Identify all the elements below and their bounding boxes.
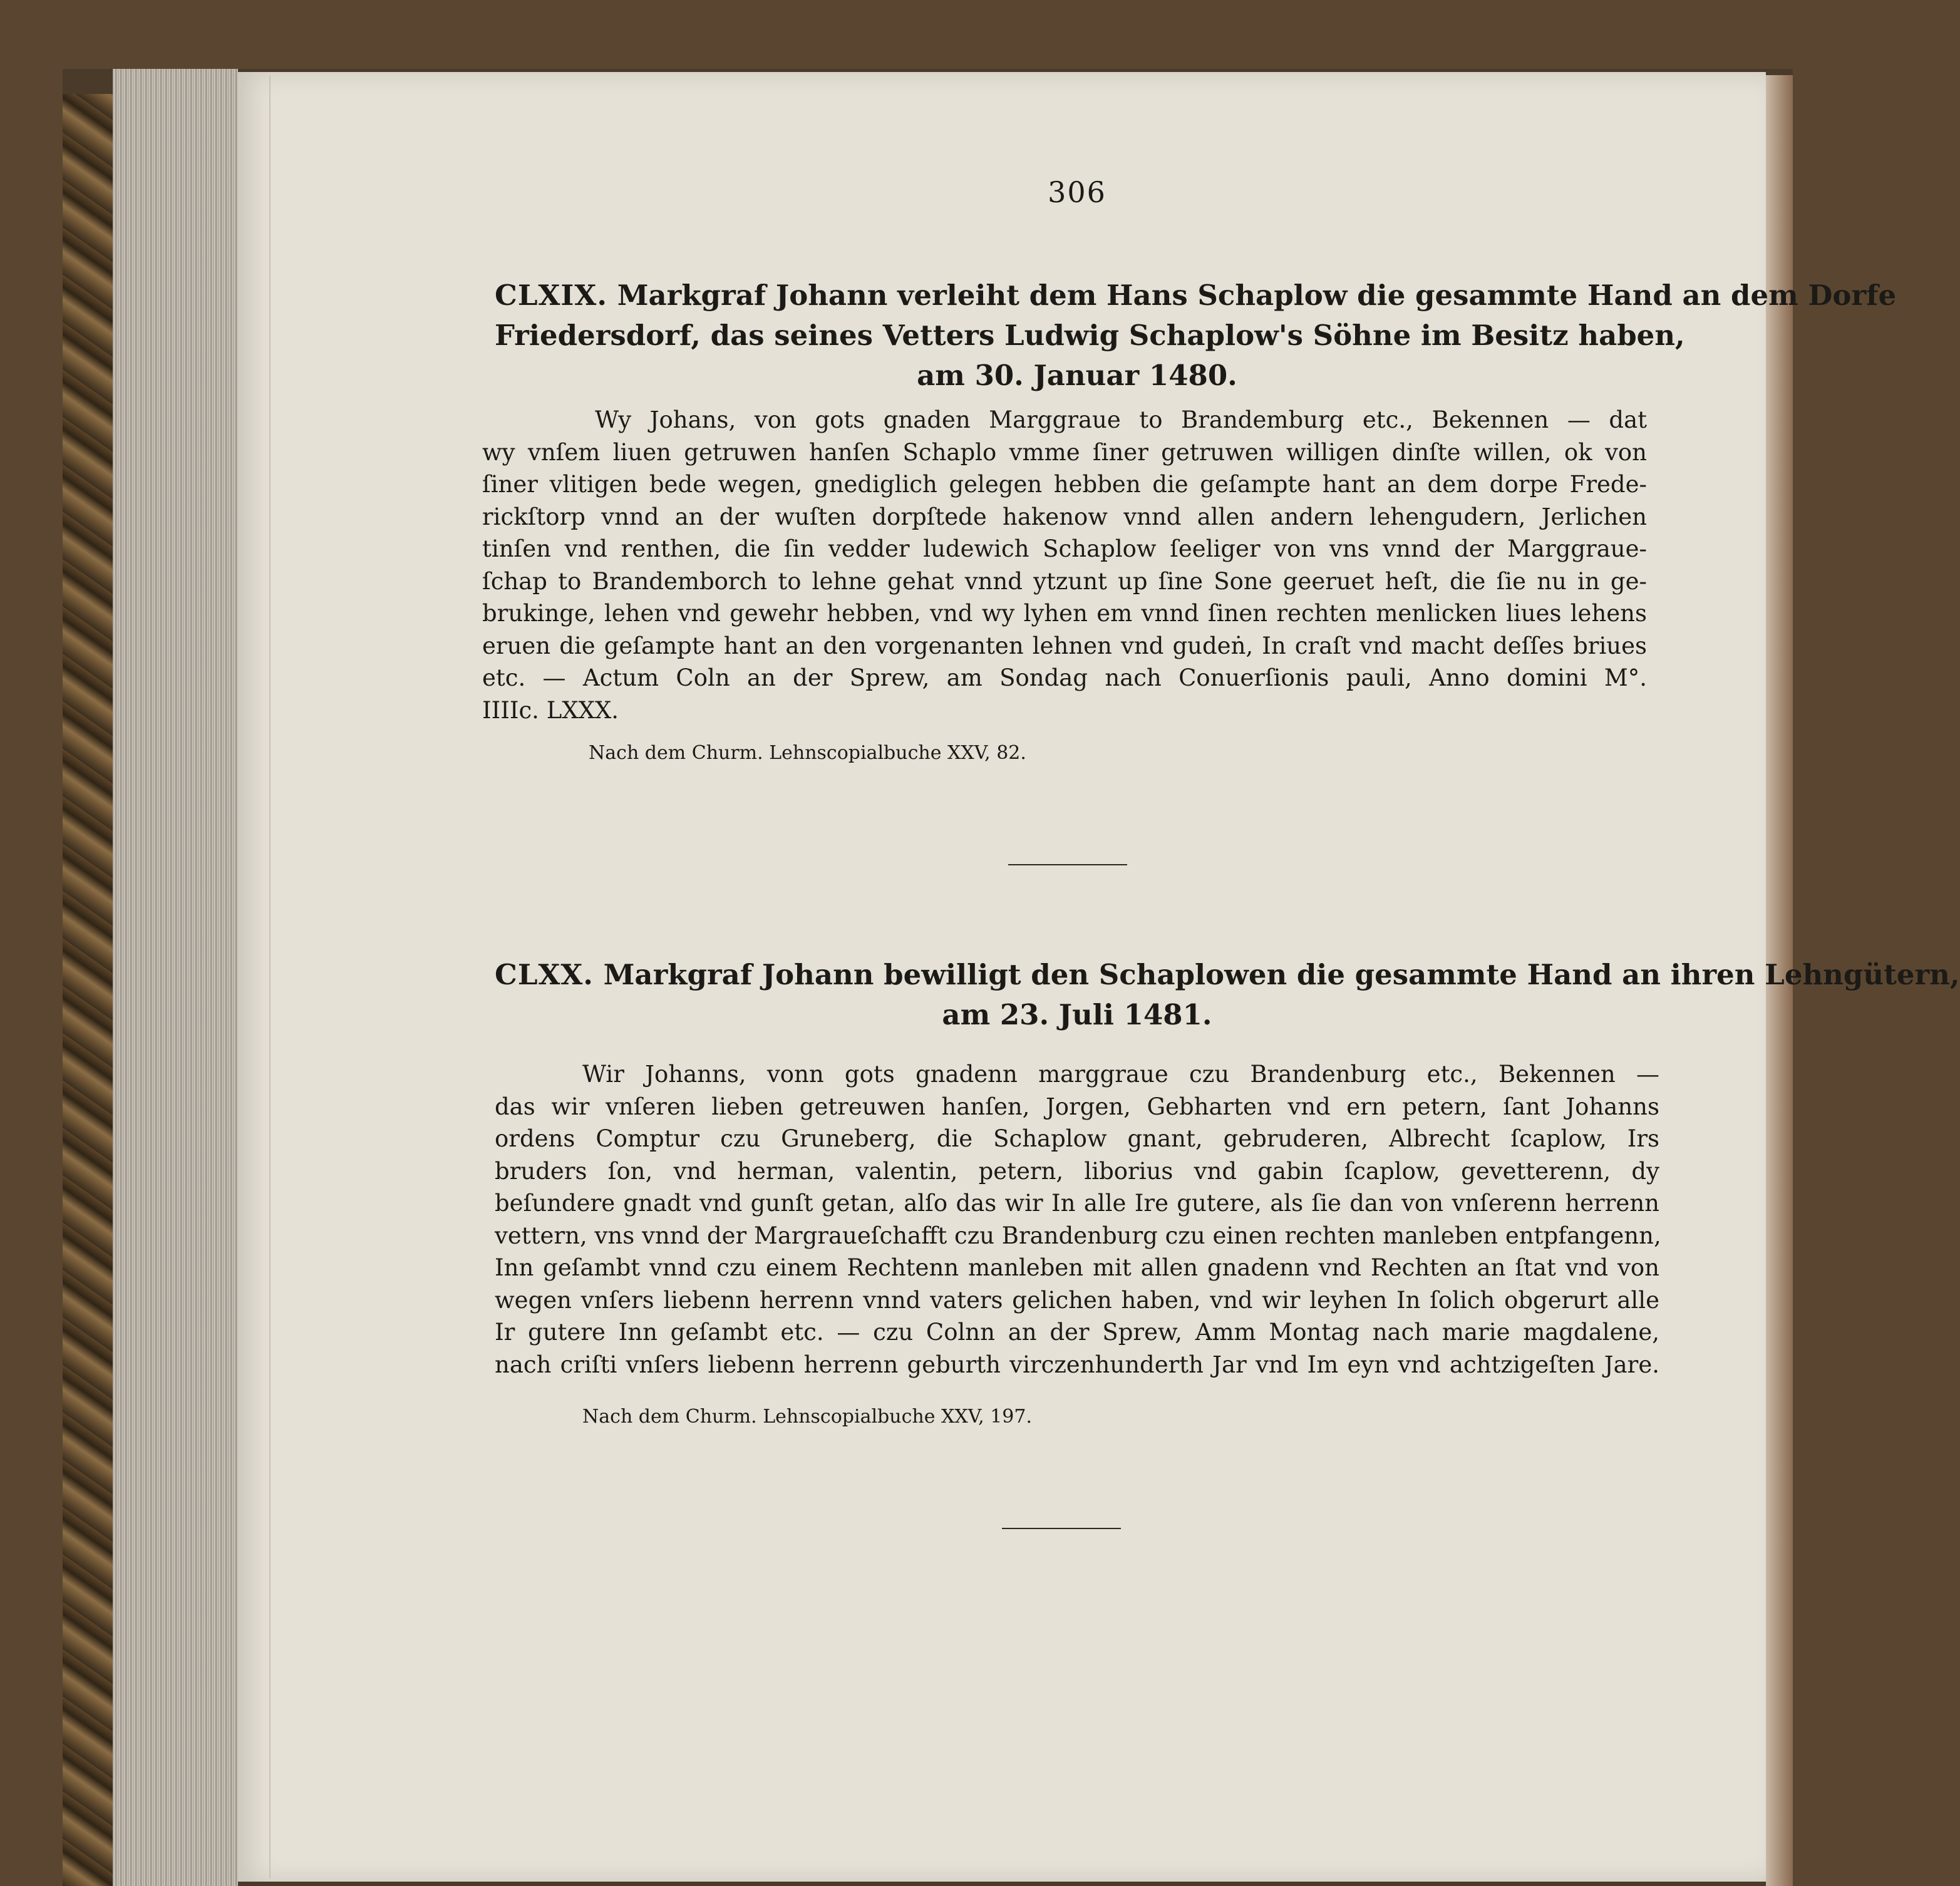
doc2-body-line: Ir gutere Inn geſambt etc. — czu Colnn an der Sprew, Amm Montag nach marie magdalene, (495, 1319, 1659, 1346)
doc2-body-line: beſundere gnadt vnd gunſt getan, alſo das wir In alle Ire gutere, als ſie dan von vnſerenn herrenn (495, 1190, 1659, 1217)
doc2-number: CLXX. (495, 958, 594, 991)
doc2-body (495, 1058, 1659, 1381)
doc1-number: CLXIX. (495, 279, 608, 312)
doc2-title-line-1: CLXX. Markgraf Johann bewilligt den Schaplowen die gesammte Hand an ihren Lehngütern, (495, 958, 1960, 991)
doc1-body-line: etc. — Actum Coln an der Sprew, am Sondag nach Conuerſionis pauli, Anno domini M°. (482, 664, 1647, 691)
doc1-body-line: tinſen vnd renthen, die ſin vedder ludewich Schaplow ſeeliger von vns vnnd der Marggraue- (482, 535, 1647, 562)
doc1-body-line: wy vnſem liuen getruwen hanſen Schaplo vmme ſiner getruwen willigen dinſte willen, ok von (482, 438, 1647, 466)
doc1-title-line-1: CLXIX. Markgraf Johann verleiht dem Hans Schaplow die gesammte Hand an dem Dorfe (495, 279, 1897, 312)
marbled-edge (63, 94, 113, 1886)
doc1-body-line: ſchap to Brandemborch to lehne gehat vnnd ytzunt up ſine Sone geeruet heſt, die ſie nu in ge- (482, 567, 1647, 595)
doc1-title-line-3: am 30. Januar 1480. (917, 359, 1237, 392)
doc2-body-line: bruders ſon, vnd herman, valentin, petern, liborius vnd gabin ſcaplow, gevetterenn, dy (495, 1157, 1659, 1185)
doc1-heading (495, 276, 1897, 396)
doc2-title-line-2: am 23. Juli 1481. (942, 998, 1212, 1031)
doc1-body-line: IIIIc. LXXX. (482, 696, 619, 724)
doc1-body (482, 404, 1647, 726)
doc1-body-line: eruen die geſampte hant an den vorgenanten lehnen vnd gudeṅ, In craſt vnd macht deſſes briues (482, 632, 1647, 659)
page-number: 306 (1048, 175, 1106, 209)
doc2-body-line: wegen vnſers liebenn herrenn vnnd vaters gelichen haben, vnd wir leyhen In ſolich obgerurt alle (495, 1286, 1659, 1314)
doc2-heading (495, 955, 1960, 1035)
doc2-source-note: Nach dem Churm. Lehnscopialbuche XXV, 197. (582, 1406, 1032, 1428)
doc2-body-line: nach criſti vnſers liebenn herrenn geburth virczenhunderth Jar vnd Im eyn vnd achtzigeſten Jare. (495, 1351, 1659, 1378)
doc1-body-line: ſiner vlitigen bede wegen, gnediglich gelegen hebben die geſampte hant an dem dorpe Frede- (482, 471, 1647, 498)
section-divider (1008, 864, 1127, 865)
doc1-body-line: Wy Johans, von gots gnaden Marggraue to Brandemburg etc., Bekennen — dat (595, 406, 1647, 433)
doc2-body-line: ordens Comptur czu Gruneberg, die Schaplow gnant, gebruderen, Albrecht ſcaplow, Irs (495, 1125, 1659, 1152)
doc1-source-note: Nach dem Churm. Lehnscopialbuche XXV, 82. (589, 742, 1026, 764)
doc2-body-line: Wir Johanns, vonn gots gnadenn marggraue czu Brandenburg etc., Bekennen — (582, 1061, 1659, 1088)
doc2-body-line: das wir vnſeren lieben getreuwen hanſen, Jorgen, Gebharten vnd ern petern, ſant Johanns (495, 1093, 1659, 1120)
doc1-body-line: rickſtorp vnnd an der wuſten dorpſtede hakenow vnnd allen andern lehengudern, Jerlichen (482, 503, 1647, 530)
doc2-body-line: Inn geſambt vnnd czu einem Rechtenn manleben mit allen gnadenn vnd Rechten an ſtat vnd von (495, 1254, 1659, 1281)
doc1-title-line-2: Friedersdorf, das seines Vetters Ludwig Schaplow's Söhne im Besitz haben, (495, 319, 1685, 352)
doc1-body-line: brukinge, lehen vnd gewehr hebben, vnd wy lyhen em vnnd ſinen rechten menlicken liues lehens (482, 600, 1647, 627)
end-divider (1002, 1528, 1121, 1529)
doc2-body-line: vettern, vns vnnd der Margraueſchafft czu Brandenburg czu einen rechten manleben entpfangenn, (495, 1222, 1661, 1249)
page-edges (113, 69, 238, 1886)
